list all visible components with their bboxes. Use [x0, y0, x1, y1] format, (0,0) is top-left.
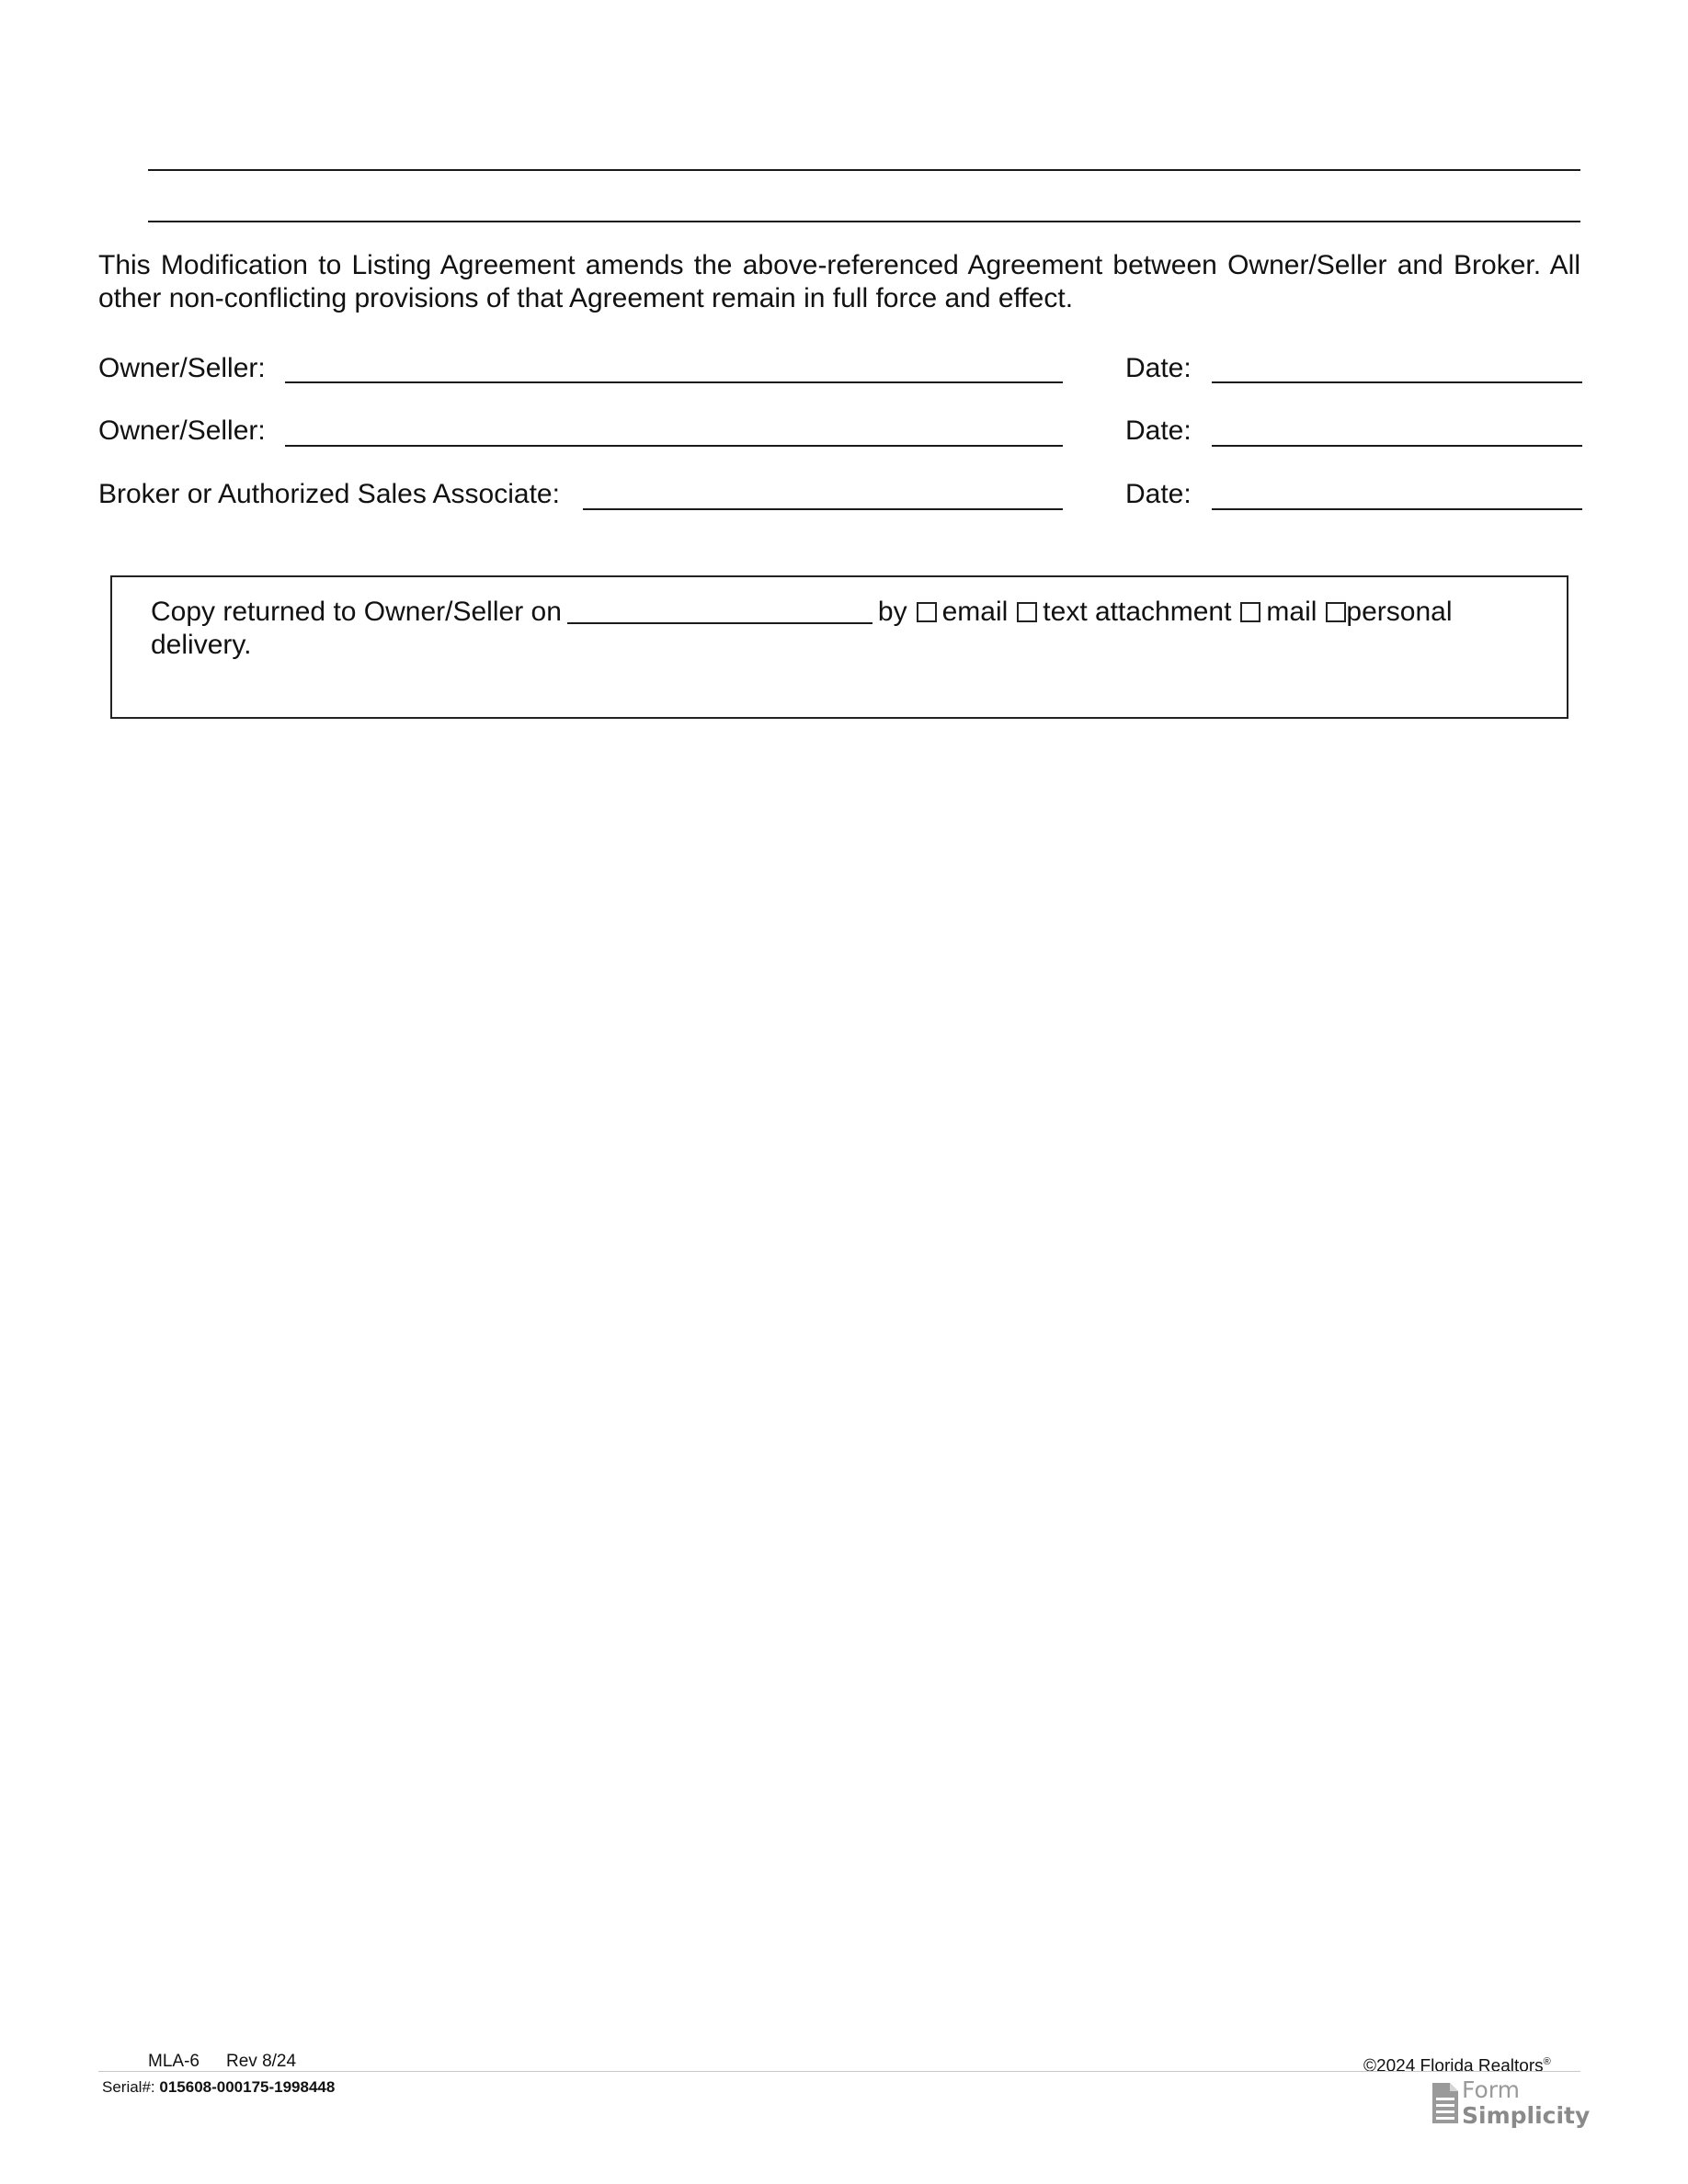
footer-divider [98, 2071, 1580, 2072]
copy-returned-suffix: delivery. [151, 630, 252, 660]
date-2-label: Date: [1125, 415, 1192, 446]
logo-line-simplicity: Simplicity [1462, 2102, 1591, 2129]
copy-returned-by: by [877, 597, 907, 627]
serial [102, 2077, 335, 2098]
owner-seller-2-label: Owner/Seller: [98, 415, 266, 446]
copy-returned-box [110, 575, 1568, 719]
serial-value: 015608-000175-1998448 [159, 2078, 336, 2096]
blank-line-2[interactable] [148, 221, 1580, 222]
personal-checkbox[interactable] [1326, 602, 1346, 622]
copy-returned-text [151, 596, 1530, 662]
form-simplicity-logo [1462, 2077, 1590, 2129]
mail-option-label: mail [1266, 597, 1317, 627]
text-attachment-checkbox[interactable] [1017, 602, 1037, 622]
date-1-line[interactable] [1212, 381, 1582, 383]
owner-seller-1-label: Owner/Seller: [98, 353, 266, 383]
form-revision: Rev 8/24 [226, 2052, 297, 2071]
owner-seller-1-signature-line[interactable] [285, 381, 1063, 383]
modification-paragraph: This Modification to Listing Agreement amends the above-referenced Agreement between Owner/Seller and Broker. All other non-conflicting provisions of that Agreement remain in full force and effect. [98, 250, 1580, 313]
copyright [1363, 2052, 1551, 2076]
mail-checkbox[interactable] [1240, 602, 1260, 622]
date-2-line[interactable] [1212, 445, 1582, 447]
copy-returned-date-line[interactable] [567, 622, 873, 624]
text-attachment-option-label: text attachment [1043, 597, 1232, 627]
copy-returned-prefix: Copy returned to Owner/Seller on [151, 597, 562, 627]
broker-signature-line[interactable] [583, 508, 1063, 510]
owner-seller-2-signature-line[interactable] [285, 445, 1063, 447]
date-3-line[interactable] [1212, 508, 1582, 510]
broker-label: Broker or Authorized Sales Associate: [98, 479, 560, 509]
personal-option-label: personal [1346, 597, 1453, 627]
date-1-label: Date: [1125, 353, 1192, 383]
copyright-text: ©2024 Florida Realtors [1363, 2056, 1544, 2076]
date-3-label: Date: [1125, 479, 1192, 509]
blank-line-1[interactable] [148, 169, 1580, 171]
serial-label: Serial#: [102, 2078, 155, 2096]
registered-mark: ® [1543, 2056, 1551, 2067]
logo-line-form: Form [1462, 2076, 1520, 2103]
document-icon [1431, 2082, 1459, 2129]
form-id: MLA-6 [148, 2052, 200, 2071]
email-option-label: email [941, 597, 1009, 627]
email-checkbox[interactable] [917, 602, 937, 622]
